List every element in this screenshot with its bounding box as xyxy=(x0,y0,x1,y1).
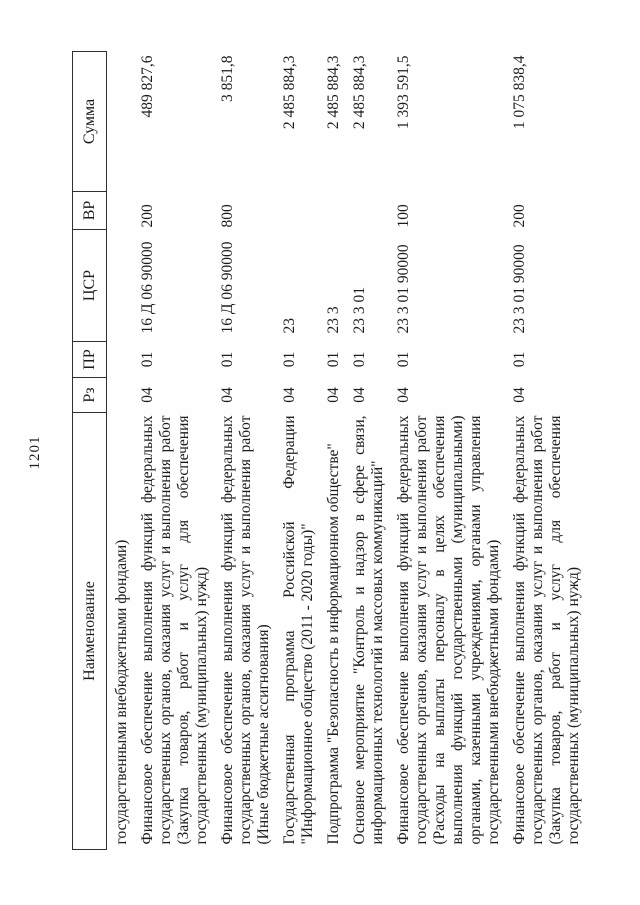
name-cell: Финансовое обеспечение выполнения функций федеральных государственных органов, оказания услуг и выполнения работ (Закупка товаров, работ и услуг для обеспечения государственных (муниципальных) нужд) xyxy=(511,415,582,845)
csr-cell: 23 3 01 xyxy=(351,287,368,334)
table-row xyxy=(281,52,325,850)
pr-cell: 01 xyxy=(325,351,342,368)
pr-cell: 01 xyxy=(219,351,236,368)
sum-cell: 1 075 838,4 xyxy=(511,55,528,130)
budget-table xyxy=(72,51,591,850)
vr-cell xyxy=(281,192,325,230)
csr-cell: 23 3 xyxy=(325,306,342,334)
csr-cell: 23 3 01 90000 xyxy=(511,244,528,334)
csr-cell: 23 xyxy=(281,318,298,334)
vr-cell xyxy=(107,192,140,230)
table-row xyxy=(351,52,395,850)
rz-cell: 04 xyxy=(511,387,528,403)
rz-cell xyxy=(107,378,140,413)
sum-cell: 489 827,6 xyxy=(139,55,156,118)
vr-cell: 200 xyxy=(139,204,156,228)
sum-cell: 3 851,8 xyxy=(219,55,236,102)
pr-cell: 01 xyxy=(281,351,298,368)
col-header-vr: ВР xyxy=(73,192,107,230)
pr-cell: 01 xyxy=(139,351,156,368)
vr-cell: 800 xyxy=(219,204,236,228)
rz-cell: 04 xyxy=(351,387,368,403)
name-cell: Основное мероприятие "Контроль и надзор в сфере связи, информационных технологий и массовых коммуникаций" xyxy=(351,415,386,845)
vr-cell: 200 xyxy=(511,204,528,228)
col-header-pr: ПР xyxy=(73,342,107,378)
table-row xyxy=(511,52,591,850)
header-row xyxy=(73,52,107,850)
col-header-rz: Рз xyxy=(73,378,107,413)
csr-cell xyxy=(107,230,140,342)
table-row xyxy=(139,52,219,850)
col-header-csr: ЦСР xyxy=(73,230,107,342)
vr-cell: 100 xyxy=(395,204,412,228)
csr-cell: 16 Д 06 90000 xyxy=(139,241,156,334)
rz-cell: 04 xyxy=(325,387,342,403)
pr-cell xyxy=(107,342,140,378)
sum-cell: 2 485 884,3 xyxy=(281,55,298,130)
rz-cell: 04 xyxy=(139,387,156,403)
csr-cell: 16 Д 06 90000 xyxy=(219,241,236,334)
csr-cell: 23 3 01 90000 xyxy=(395,244,412,334)
sum-cell: 2 485 884,3 xyxy=(351,55,368,130)
name-cell: Финансовое обеспечение выполнения функций федеральных государственных органов, оказания услуг и выполнения работ (Расходы на выплаты персоналу в целях обеспечения выполнения функций государственными (муниципальными) органами, казенными учреждениями, органами управления государственными внебюджетными фондами) xyxy=(395,415,502,845)
table-row xyxy=(219,52,281,850)
table-body xyxy=(107,52,592,850)
sum-cell: 1 393 591,5 xyxy=(395,55,412,130)
sum-cell xyxy=(107,52,140,192)
rz-cell: 04 xyxy=(219,387,236,403)
table-row xyxy=(325,52,351,850)
sum-cell: 2 485 884,3 xyxy=(325,55,342,130)
vr-cell xyxy=(351,192,395,230)
name-cell: государственными внебюджетными фондами) xyxy=(113,539,130,845)
vr-cell xyxy=(325,192,351,230)
page-number: 1201 xyxy=(27,435,43,470)
rz-cell: 04 xyxy=(281,387,298,403)
name-cell: Финансовое обеспечение выполнения функций федеральных государственных органов, оказания услуг и выполнения работ (Закупка товаров, работ и услуг для обеспечения государственных (муниципальных) нужд) xyxy=(139,415,210,845)
table-header xyxy=(73,52,107,850)
col-header-sum: Сумма xyxy=(73,52,107,192)
name-cell: Финансовое обеспечение выполнения функций федеральных государственных органов, оказания услуг и выполнения работ (Иные бюджетные ассигнования) xyxy=(219,415,272,845)
name-cell: Подпрограмма "Безопасность в информационном обществе" xyxy=(325,443,342,845)
col-header-name: Наименование xyxy=(73,413,107,850)
table-row xyxy=(395,52,511,850)
pr-cell: 01 xyxy=(511,351,528,368)
pr-cell: 01 xyxy=(395,351,412,368)
name-cell: Государственная программа Российской Федерации "Информационное общество (2011 - 2020 годы)" xyxy=(281,415,316,845)
rz-cell: 04 xyxy=(395,387,412,403)
pr-cell: 01 xyxy=(351,351,368,368)
table-row xyxy=(107,52,140,850)
